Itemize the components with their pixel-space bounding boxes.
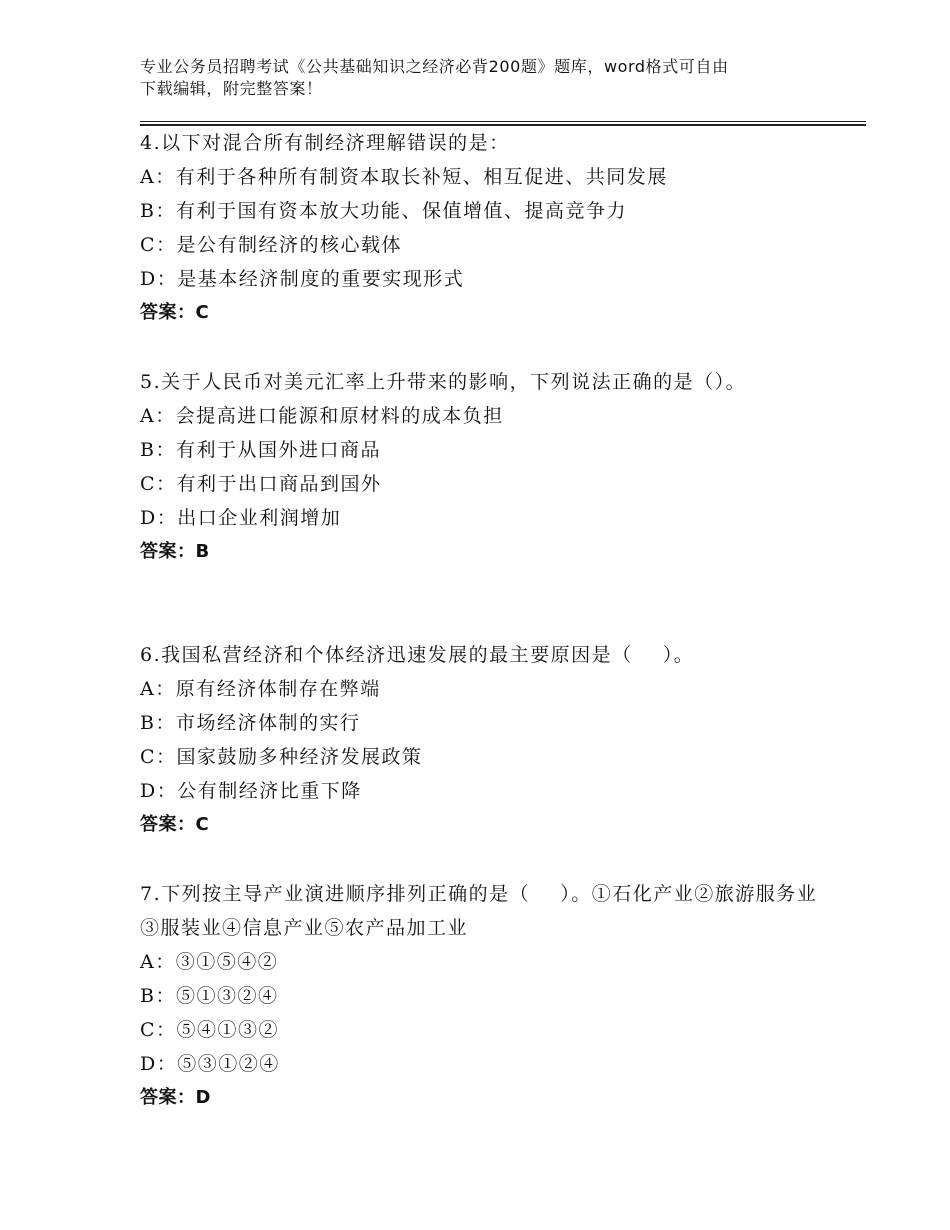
option-d: D：公有制经济比重下降	[140, 780, 362, 802]
option-c: C：是公有制经济的核心载体	[140, 234, 403, 256]
option-d: D：是基本经济制度的重要实现形式	[140, 268, 465, 290]
answer-line	[140, 808, 820, 842]
answer-value: C	[195, 814, 210, 835]
header-line-1: 专业公务员招聘考试《公共基础知识之经济必背200题》题库，word格式可自由	[140, 57, 729, 76]
question-5	[140, 365, 820, 569]
answer-label: 答案：	[140, 814, 196, 835]
option-c: C：⑤④①③②	[140, 1019, 280, 1041]
answer-label: 答案：	[140, 541, 196, 562]
option-b: B：有利于从国外进口商品	[140, 439, 381, 461]
answer-label: 答案：	[140, 302, 196, 323]
document-header	[140, 56, 820, 100]
question-title: 5.关于人民币对美元汇率上升带来的影响，下列说法正确的是（）。	[140, 371, 747, 393]
answer-line	[140, 296, 820, 330]
option-c: C：有利于出口商品到国外	[140, 473, 382, 495]
answer-line	[140, 1081, 820, 1115]
option-c: C：国家鼓励多种经济发展政策	[140, 746, 423, 768]
option-b: B：⑤①③②④	[140, 985, 279, 1007]
option-d: D：出口企业利润增加	[140, 507, 342, 529]
header-line-2: 下载编辑，附完整答案！	[140, 79, 323, 98]
answer-line	[140, 535, 820, 569]
question-title: 4.以下对混合所有制经济理解错误的是：	[140, 132, 510, 154]
question-title: 7.下列按主导产业演进顺序排列正确的是（ ）。①石化产业②旅游服务业③服装业④信息产业⑤农产品加工业	[140, 883, 818, 939]
question-7	[140, 877, 820, 1115]
option-b: B：有利于国有资本放大功能、保值增值、提高竞争力	[140, 200, 627, 222]
option-a: A：会提高进口能源和原材料的成本负担	[140, 405, 504, 427]
option-b: B：市场经济体制的实行	[140, 712, 361, 734]
answer-value: D	[195, 1087, 211, 1108]
question-4	[140, 126, 820, 330]
option-a: A：原有经济体制存在弊端	[140, 678, 381, 700]
option-a: A：有利于各种所有制资本取长补短、相互促进、共同发展	[140, 166, 668, 188]
option-a: A：③①⑤④②	[140, 951, 279, 973]
question-6	[140, 638, 820, 842]
answer-value: C	[195, 302, 210, 323]
question-title: 6.我国私营经济和个体经济迅速发展的最主要原因是（ ）。	[140, 644, 695, 666]
option-d: D：⑤③①②④	[140, 1053, 280, 1075]
answer-label: 答案：	[140, 1087, 196, 1108]
header-divider-thin	[140, 121, 866, 122]
answer-value: B	[195, 541, 210, 562]
